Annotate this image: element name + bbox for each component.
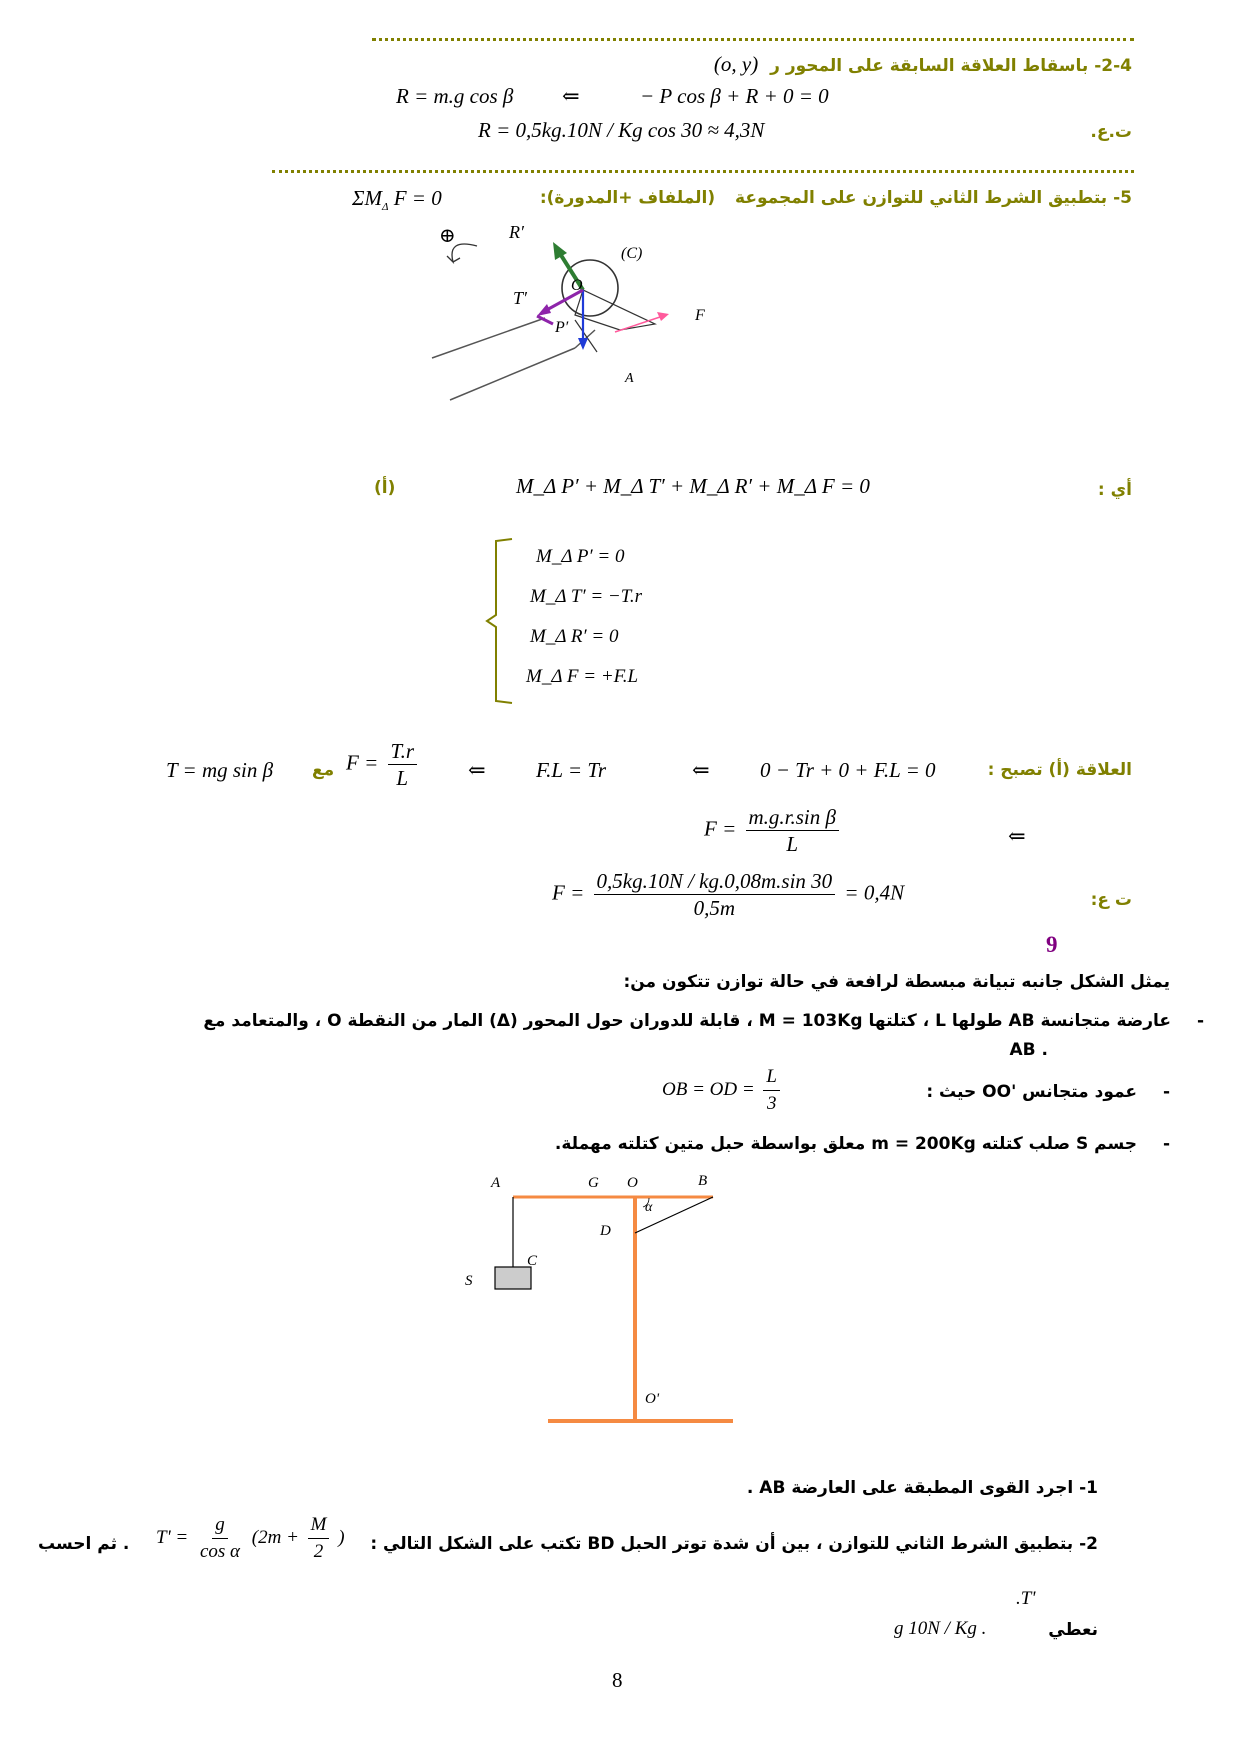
bullet-2-eq-lhs: OB = OD = (662, 1078, 755, 1100)
relation-becomes: تصبح : (987, 760, 1043, 780)
step3-den: L (396, 766, 409, 790)
fig1-label-A: A (625, 371, 634, 386)
implies-arrow-2: ⇐ (692, 758, 710, 782)
sum-moments-eq: $\Sigma M_\Delta$ F = 0 (352, 186, 442, 214)
section-24-heading (714, 52, 1132, 77)
sum-moments-tail: F = 0 (393, 186, 442, 210)
fig1-plus-sign: ⊕ (439, 225, 456, 247)
bullet-2-eq (662, 1064, 784, 1117)
derivation-step-2: F.L = Tr (536, 758, 607, 782)
force-numeric-den: 0,5m (693, 896, 736, 920)
fig2-label-B: B (698, 1173, 708, 1189)
bullet-1-dash: - (1196, 1011, 1204, 1031)
q2-fraction-2 (308, 1512, 330, 1565)
mass-S (495, 1267, 531, 1289)
q2-fraction-1 (197, 1512, 243, 1565)
fig2-label-O: O (627, 1175, 638, 1191)
fig1-label-T: T′ (513, 288, 527, 308)
force-numeric-num: 0,5kg.10N / kg.0,08m.sin 30 (594, 868, 836, 895)
rails (432, 318, 595, 400)
ay-label: أي : (1097, 480, 1132, 500)
bullet-3 (555, 1134, 1170, 1154)
eq-r-right: − P cos β + R + 0 = 0 (640, 84, 829, 108)
crane-figure (455, 1165, 755, 1435)
system-line-1: M_Δ P′ = 0 (536, 546, 625, 567)
step3-fraction (388, 738, 418, 791)
fig1-label-R: R′ (509, 222, 524, 242)
force-formula (704, 804, 843, 857)
pulley-figure (425, 220, 725, 410)
force-formula-fraction (746, 804, 839, 857)
system-line-2: M_Δ T′ = −T.r (530, 586, 643, 607)
section-5-heading-text: 5- بتطبيق الشرط الثاني للتوازن على المجموعة (735, 188, 1132, 208)
equation-marker-a: (أ) (374, 478, 396, 498)
fig1-label-F: F (695, 307, 705, 324)
question-2-tail: . ثم احسب (38, 1534, 130, 1554)
separator-top (372, 38, 1134, 41)
question-2-text: 2- بتطبيق الشرط الثاني للتوازن ، بين أن شدة توتر الحبل BD تكتب على الشكل التالي : (370, 1534, 1098, 1554)
section-5-heading (540, 188, 1132, 208)
implies-arrow-1: ⇐ (562, 84, 580, 108)
axis-label: (o, y) (713, 52, 759, 76)
derivation-step-1: 0 − Tr + 0 + F.L = 0 (760, 758, 936, 782)
question-2-formula (156, 1512, 345, 1565)
system-line-4: M_Δ F = +F.L (526, 666, 639, 687)
force-numeric-lhs: F = (552, 880, 585, 905)
relation-label (988, 760, 1132, 780)
exercise-intro: يمثل الشكل جانبه تبيانة مبسطة لرافعة في حالة توازن تتكون من: (623, 972, 1170, 992)
fig2-label-S: S (465, 1273, 473, 1289)
fig2-label-alpha: α (645, 1200, 653, 1215)
derivation-step-4: T = mg sin β (166, 758, 274, 782)
force-formula-num: m.g.r.sin β (746, 804, 839, 831)
derivation-step-3 (346, 738, 421, 791)
force-formula-den: L (786, 832, 799, 856)
eq-r-left: R = m.g cos β (396, 84, 514, 108)
force-formula-lhs: F = (704, 816, 737, 841)
section-5-group: (الملفاف +المدورة): (539, 188, 716, 208)
fig2-label-A: A (491, 1175, 501, 1191)
bullet-2-den: 3 (766, 1093, 777, 1114)
handle-line (575, 320, 597, 352)
bullet-2-fraction (763, 1064, 780, 1117)
implies-arrow-3: ⇐ (468, 758, 486, 782)
fig2-label-G: G (588, 1175, 599, 1191)
q2-num-1: g (212, 1512, 228, 1539)
question-1: 1- اجرد القوى المطبقة على العارضة AB . (746, 1478, 1098, 1498)
given-value: g 10N / Kg . (894, 1618, 987, 1639)
relation-word: العلاقة (1075, 760, 1132, 780)
bullet-2-dash: - (1162, 1082, 1170, 1102)
relation-marker: (أ) (1048, 760, 1070, 780)
fig1-label-P: P′ (555, 319, 569, 336)
exercise-number: 9 (1046, 932, 1058, 957)
q2-den-1: cos α (199, 1541, 241, 1562)
fig2-label-C: C (527, 1253, 538, 1269)
implies-arrow-4: ⇐ (1008, 824, 1026, 848)
page-number: 8 (612, 1668, 623, 1692)
numeric-label-1: ت.ع. (1090, 122, 1132, 142)
force-numeric-fraction (594, 868, 836, 921)
bullet-3-text: جسم S صلب كتلته m = 200Kg معلق بواسطة حبل متين كتلته مهملة. (554, 1134, 1138, 1154)
system-brace (484, 535, 514, 707)
question-2-end: .T' (1016, 1588, 1036, 1609)
force-numeric-result: = 0,4N (844, 880, 905, 905)
q2-T-lhs: T' = (156, 1526, 189, 1548)
moments-equation: M_Δ P′ + M_Δ T′ + M_Δ R′ + M_Δ F = 0 (516, 474, 870, 498)
q2-den-2: 2 (313, 1541, 324, 1562)
separator-2 (272, 170, 1134, 173)
fig2-label-Oprime: O' (645, 1391, 660, 1407)
section-24-heading-text: 2-4- باسقاط العلاقة السابقة على المحور ر (770, 56, 1132, 76)
step3-lhs: F = (346, 750, 379, 775)
fig1-label-O: O (571, 277, 583, 294)
bullet-3-dash: - (1162, 1134, 1170, 1154)
step3-num: T.r (388, 738, 418, 765)
sum-moments-symbol: ΣM (352, 186, 382, 210)
force-numeric (552, 868, 904, 921)
eq-r-numeric: R = 0,5kg.10N / Kg cos 30 ≈ 4,3N (478, 118, 765, 142)
system-line-3: M_Δ R′ = 0 (530, 626, 619, 647)
fig1-label-C: (C) (621, 245, 643, 262)
bullet-1-text: عارضة متجانسة AB طولها L ، كتلتها M = 103Kg ، قابلة للدوران حول المحور (Δ) المار من النقطة O ، والمتعامد مع (203, 1011, 1172, 1031)
bullet-2-text: عمود متجانس 'OO حيث : (926, 1082, 1138, 1102)
force-T-head (537, 304, 551, 316)
given-label: نعطي (1048, 1620, 1098, 1640)
q2-paren-close: ) (338, 1526, 345, 1548)
numeric-label-2: ت ع: (1090, 890, 1132, 910)
bullet-1-end: . AB (1009, 1040, 1048, 1060)
crank-arm (575, 290, 655, 330)
q2-paren-open: (2m + (251, 1526, 299, 1548)
bullet-2 (926, 1082, 1170, 1102)
bullet-2-num: L (763, 1064, 780, 1091)
bullet-1 (54, 1004, 1204, 1038)
fig2-label-D: D (600, 1223, 611, 1239)
with-label: مع (312, 760, 335, 780)
force-F-head (657, 312, 669, 321)
q2-num-2: M (308, 1512, 330, 1539)
